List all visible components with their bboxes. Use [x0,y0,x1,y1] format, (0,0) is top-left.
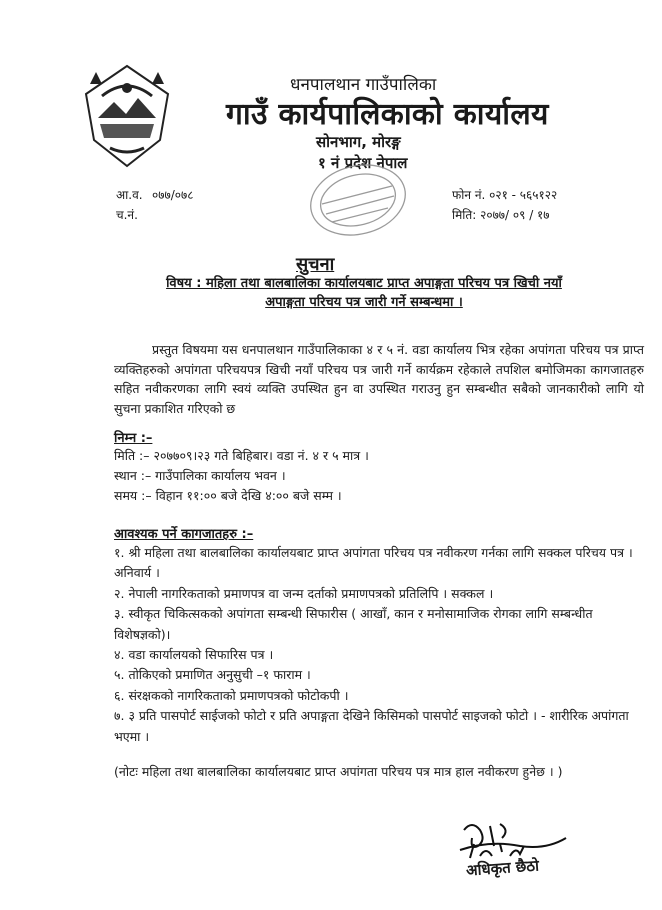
list-item: १. श्री महिला तथा बालबालिका कार्यालयबाट प्राप्त अपांगता परिचय पत्र नवीकरण गर्नका लागि सक्कल परिचय पत्र । अनिवार्य । [114,545,633,581]
notice-body-text: प्रस्तुत विषयमा यस धनपालथान गाउँपालिकाका ४ र ५ नं. वडा कार्यालय भित्र रहेका अपांगता परिचय पत्र प्राप्त व्यक्तिहरुको अपांगता परिचयपत्र खिची नयाँ परिचय पत्र जारी गर्ने कार्यक्रम रहेकाले तपशिल बमोजिमका कागजातहरु सहित नवीकरणका लागि स्वयं व्यक्ति उपस्थित हुन वा उपस्थित गराउनु हुन सम्बन्धीत सबैको जानकारीको लागि यो सुचना प्रकाशित गरिएको छ [114,342,644,416]
list-item: २. नेपाली नागरिकताको प्रमाणपत्र वा जन्म दर्ताको प्रमाणपत्रको प्रतिलिपि । सक्कल । [114,585,494,601]
subject-line-1: विषय : महिला तथा बालबालिका कार्यालयबाट प्राप्त अपाङ्गता परिचय पत्र खिची नयाँ [166,276,562,291]
notice-title: सुचना [296,254,335,275]
subject-line-2: अपाङ्गता परिचय पत्र जारी गर्ने सम्बन्धमा । [265,295,463,310]
office-address: सोनभाग, मोरङ्ग [316,133,401,151]
fiscal-year-label: आ.व. [116,188,143,202]
municipality-name: धनपालथान गाउँपालिका [290,75,437,95]
office-title: गाउँ कार्यपालिकाको कार्यालय [226,97,549,132]
documents-list [114,543,634,747]
footer-note: (नोटः महिला तथा बालबालिका कार्यालयबाट प्राप्त अपांगता परिचय पत्र मात्र हाल नवीकरण हुनेछ । ) [114,764,563,779]
list-item: ७. ३ प्रति पासपोर्ट साईजको फोटो र प्रति अपाङ्गता देखिने किसिमको पासपोर्ट साइजको फोटो । - शारीरिक अपांगता भएमा । [114,708,629,744]
signatory-title: अधिकृत छैठो [465,856,540,880]
list-item: ४. वडा कार्यालयको सिफारिस पत्र । [114,647,274,663]
notice-body [114,340,644,418]
office-stamp [296,160,416,244]
handwritten-signature [450,816,580,894]
notice-subject [154,274,574,312]
list-item: ५. तोकिएको प्रमाणित अनुसुची –१ फाराम । [114,667,311,683]
document-date: मिति: २०७७/ ०९ / १७ [452,208,550,222]
office-province: १ नं प्रदेश नेपाल [318,154,408,172]
schedule-place: स्थान :– गाउँपालिका कार्यालय भवन । [114,468,286,483]
documents-heading: आवश्यक पर्ने कागजातहरु :– [114,527,254,542]
phone-number: फोन नं. ०२१ - ५६५१२२ [452,188,558,202]
list-item: ३. स्वीकृत चिकित्सकको अपांगता सम्बन्धी सिफारीस ( आखाँ, कान र मनोसामाजिक रोगका लागि सम्बन्धीत विशेषज्ञको)। [114,606,593,642]
schedule-date: मिति :– २०७७०९।२३ गते बिहिबार। वडा नं. ४ र ५ मात्र । [114,448,369,463]
list-item: ६. संरक्षकको नागरिकताको प्रमाणपत्रको फोटोकपी । [114,687,349,703]
schedule-heading: निम्न :– [114,431,153,446]
fiscal-year-value: ०७७/०७८ [152,188,194,202]
government-emblem [80,62,175,172]
schedule-time: समय :– विहान ११:०० बजे देखि ४:०० बजे सम्म । [114,488,342,503]
reference-number-label: च.नं. [116,208,138,222]
